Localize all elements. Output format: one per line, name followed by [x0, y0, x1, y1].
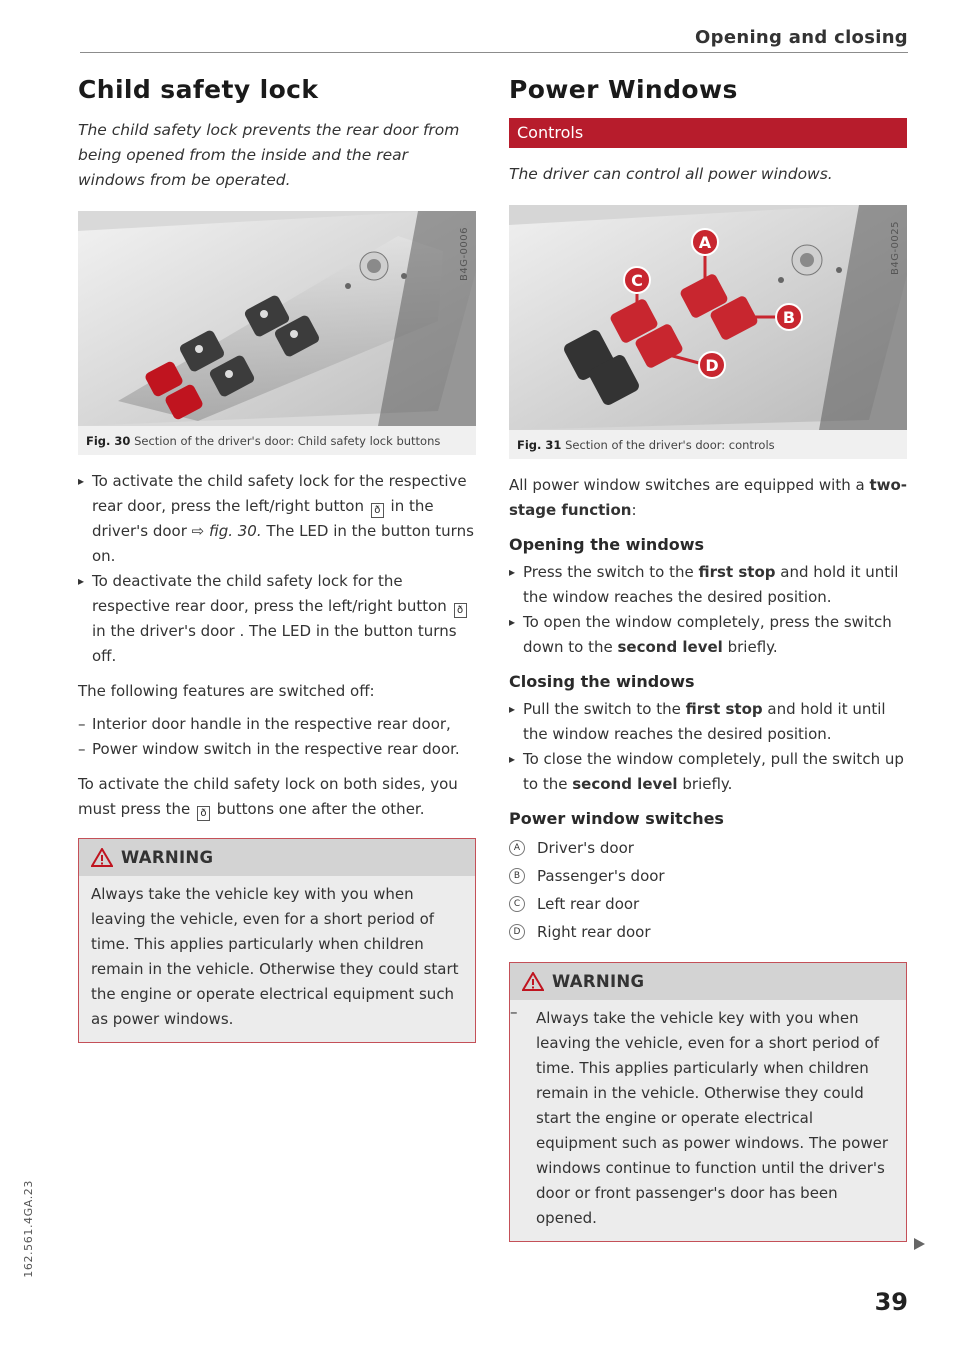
close-step-1	[509, 697, 907, 747]
right-column	[509, 75, 907, 1242]
close1-c: and hold it until the window reaches the desired position.	[523, 700, 886, 743]
figure-30-caption	[78, 426, 476, 455]
activate-step	[78, 469, 476, 569]
warning-box-right	[509, 962, 907, 1242]
switch-legend	[509, 834, 907, 946]
legend-letter-icon: B	[509, 868, 525, 884]
open-step-1	[509, 560, 907, 610]
close1-a: Pull the switch to the	[523, 700, 681, 718]
activate-step-text-a: To activate the child safety lock for the respective rear door, press the left/right button	[92, 472, 467, 515]
warning-title: WARNING	[121, 848, 214, 867]
warning-box-left	[78, 838, 476, 1043]
open2-a: To open the window completely, press the switch down to the	[523, 613, 892, 656]
two-stage-text-c: :	[631, 501, 637, 519]
open1-a: Press the switch to the	[523, 563, 694, 581]
two-stage-note	[509, 473, 907, 523]
door-panel-child-lock-illustration	[78, 211, 476, 426]
legend-label: Passenger's door	[537, 867, 665, 885]
continue-arrow-icon[interactable]	[914, 1238, 925, 1250]
figure-reference-link[interactable]: ⇨ fig. 30.	[191, 522, 262, 540]
close2-b: second level	[572, 775, 678, 793]
caption-text: Section of the driver's door: controls	[565, 438, 775, 452]
callout-b: B	[782, 308, 796, 327]
controls-intro: The driver can control all power windows.	[509, 165, 833, 183]
legend-item	[509, 834, 907, 862]
two-stage-text-b: two-stage function	[509, 476, 908, 519]
warning-text: Always take the vehicle key with you when leaving the vehicle, even for a short period of time. This applies particularly when children remain in the vehicle. Otherwise they could start the engine or operate electrical equipment such as power windows.	[91, 885, 459, 1028]
legend-item	[509, 862, 907, 890]
warning-text: – Always take the vehicle key with you when leaving the vehicle, even for a short period of time. This applies particularly when children remain in the vehicle. Otherwise they could start the engine or operate electrical equipment such as power windows. The power windows continue to function until the driver's door or front passenger's door has been opened.	[510, 1000, 906, 1241]
callout-c: C	[631, 271, 643, 290]
open2-c: briefly.	[727, 638, 778, 656]
switches-heading: Power window switches	[509, 809, 724, 828]
close2-c: briefly.	[682, 775, 733, 793]
child-lock-button-icon: ð	[197, 806, 210, 821]
door-panel-controls-illustration	[509, 205, 907, 430]
closing-heading: Closing the windows	[509, 672, 695, 691]
open1-c: and hold it until the window reaches the desired position.	[523, 563, 899, 606]
callout-a: A	[698, 233, 712, 252]
figure-30	[78, 211, 476, 455]
deactivate-step-text-b: in the driver's door . The LED in the button turns off.	[92, 622, 457, 665]
legend-letter-icon: A	[509, 840, 525, 856]
side-code: 162.561.4GA.23	[22, 1180, 35, 1278]
switched-off-item: – Interior door handle in the respective rear door,	[78, 712, 476, 737]
child-safety-lock-intro: The child safety lock prevents the rear door from being opened from the inside and the rear windows from be operated.	[78, 121, 460, 189]
legend-letter-icon: C	[509, 896, 525, 912]
left-column	[78, 75, 476, 1043]
callout-d: D	[705, 356, 719, 375]
warning-triangle-icon	[522, 972, 544, 991]
open1-b: first stop	[698, 563, 776, 581]
child-lock-button-icon: ð	[371, 503, 384, 518]
legend-letter-icon: D	[509, 924, 525, 940]
legend-item	[509, 890, 907, 918]
header-rule	[80, 52, 908, 53]
legend-label: Right rear door	[537, 923, 651, 941]
open2-b: second level	[617, 638, 723, 656]
warning-triangle-icon	[91, 848, 113, 867]
caption-text: Section of the driver's door: Child safety lock buttons	[134, 434, 441, 448]
close2-a: To close the window completely, pull the switch up to the	[523, 750, 904, 793]
legend-label: Left rear door	[537, 895, 640, 913]
deactivate-step	[78, 569, 476, 669]
warning-header	[510, 963, 906, 1000]
warning-header	[79, 839, 475, 876]
caption-label: Fig. 31	[517, 438, 562, 452]
two-stage-text-a: All power window switches are equipped with a	[509, 476, 865, 494]
both-sides-text-a: To activate the child safety lock on both sides, you must press the	[78, 775, 458, 818]
child-safety-lock-title: Child safety lock	[78, 75, 319, 104]
activate-step-text-b: in the driver's door	[92, 497, 434, 540]
switched-off-item: – Power window switch in the respective rear door.	[78, 737, 476, 762]
controls-section-bar: Controls	[509, 118, 907, 148]
power-windows-title: Power Windows	[509, 75, 738, 104]
figure-id-31: B4G-0025	[890, 221, 901, 276]
figure-31	[509, 205, 907, 459]
figure-31-caption	[509, 430, 907, 459]
close1-b: first stop	[685, 700, 763, 718]
warning-title: WARNING	[552, 972, 645, 991]
legend-item	[509, 918, 907, 946]
switched-off-intro: The following features are switched off:	[78, 682, 375, 700]
both-sides-text-b: buttons one after the other.	[216, 800, 425, 818]
deactivate-step-text-a: To deactivate the child safety lock for the respective rear door, press the left/right button	[92, 572, 447, 615]
figure-id-30: B4G-0006	[459, 227, 470, 282]
opening-heading: Opening the windows	[509, 535, 705, 554]
page-number: 39	[874, 1288, 908, 1316]
running-header: Opening and closing	[695, 27, 908, 48]
both-sides-note	[78, 772, 476, 822]
activate-step-text-c: The LED in the button turns on.	[92, 522, 474, 565]
child-lock-button-icon: ð	[454, 603, 467, 618]
legend-label: Driver's door	[537, 839, 634, 857]
close-step-2	[509, 747, 907, 797]
caption-label: Fig. 30	[86, 434, 131, 448]
open-step-2	[509, 610, 907, 660]
